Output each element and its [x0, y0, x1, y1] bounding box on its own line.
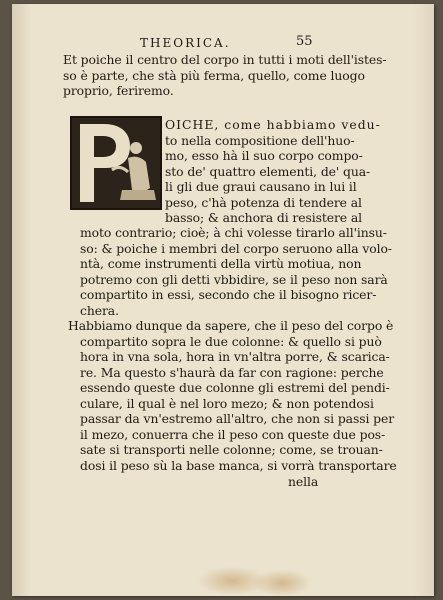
text-line: sate si transporti nelle colonne; come, se trouan- — [80, 442, 383, 457]
text-line: re. Ma questo s'haurà da far con ragione: perche — [80, 364, 384, 380]
text-line: basso; & anchora di resistere al — [165, 210, 362, 225]
catchword: nella — [288, 474, 319, 489]
text-line: OICHE, come habbiamo vedu- — [165, 117, 381, 132]
text-line: li gli due graui causano in lui il — [165, 179, 357, 194]
text-line: proprio, feriremo. — [63, 83, 174, 98]
text-line: so è parte, che stà più ferma, quello, come luogo — [63, 67, 365, 83]
stain-bottom-right — [252, 569, 312, 597]
text-line: essendo queste due colonne gli estremi del pendi- — [80, 380, 390, 395]
text-line: ntà, come instrumenti della virtù motiua, non — [80, 256, 362, 271]
text-line: peso, c'hà potenza di tendere al — [165, 194, 362, 210]
text-line: Et poiche il centro del corpo in tutti i moti dell'istes- — [63, 52, 387, 67]
page-number: 55 — [296, 34, 313, 49]
text-line: mo, esso hà il suo corpo compo- — [165, 148, 363, 163]
text-line: Habbiamo dunque da sapere, che il peso del corpo è — [68, 318, 394, 333]
decorated-initial-figure-icon — [72, 118, 160, 208]
text-line: potremo con gli detti vbbidire, se il peso non sarà — [80, 271, 388, 287]
text-line: moto contrario; cioè; à chi volesse tirarlo all'insu- — [80, 225, 387, 240]
paragraph-1-continued — [80, 225, 392, 318]
text-line: so: & poiche i membri del corpo seruono alla volo- — [80, 240, 392, 256]
running-header: THEORICA. — [140, 36, 231, 50]
text-line: il mezo, conuerra che il peso con queste due pos- — [80, 426, 386, 442]
text-line: dosi il peso sù la base manca, si vorrà transportare — [80, 457, 397, 473]
text-line: compartito in essi, secondo che il bisogno ricer- — [80, 287, 377, 302]
intro-paragraph — [63, 52, 387, 99]
text-line: chera. — [80, 302, 119, 318]
text-line: compartito sopra le due colonne: & quello si può — [80, 333, 382, 349]
text-line: to nella compositione dell'huo- — [165, 132, 355, 148]
paragraph-1-indented — [165, 117, 381, 226]
drop-cap-initial — [70, 116, 162, 210]
text-line: sto de' quattro elementi, de' qua- — [165, 163, 371, 179]
paragraph-2 — [68, 318, 397, 473]
text-line: passar da vn'estremo all'altro, che non si passi per — [80, 411, 395, 426]
text-line: hora in vna sola, hora in vn'altra porre, & scarica- — [80, 349, 390, 364]
text-line: culare, il qual è nel loro mezo; & non potendosi — [80, 395, 374, 411]
